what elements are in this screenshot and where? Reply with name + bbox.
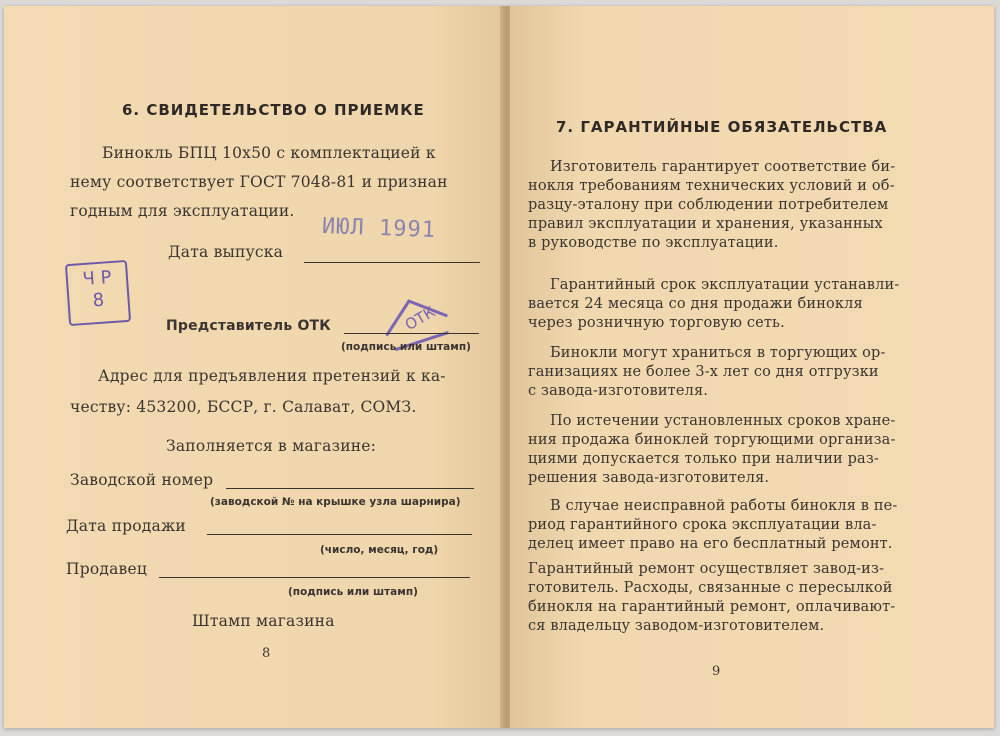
page-number: 8	[262, 646, 271, 661]
sale-date-hint: (число, месяц, год)	[320, 544, 439, 556]
shop-fill-title: Заполняется в магазине:	[166, 437, 377, 455]
release-date-label: Дата выпуска	[168, 243, 284, 261]
address-line: честву: 453200, БССР, г. Салават, СОМЗ.	[70, 398, 417, 416]
paragraph-line: Бинокли могут храниться в торгующих ор-	[550, 345, 886, 361]
inspection-stamp	[65, 260, 131, 326]
warranty-heading: 7. ГАРАНТИЙНЫЕ ОБЯЗАТЕЛЬСТВА	[556, 118, 888, 136]
warranty-paragraph	[528, 344, 928, 401]
body-line: годным для эксплуатации.	[70, 202, 295, 220]
serial-line	[226, 488, 474, 489]
warranty-paragraph	[528, 158, 928, 253]
sale-date-line	[207, 534, 472, 535]
sale-date-label: Дата продажи	[66, 517, 186, 535]
page-number: 9	[712, 664, 721, 679]
date-stamp: ИЮЛ 1991	[321, 214, 437, 243]
otk-label: Представитель ОТК	[166, 318, 331, 334]
seller-hint: (подпись или штамп)	[288, 586, 418, 598]
body-line: нему соответствует ГОСТ 7048-81 и признан	[70, 173, 448, 191]
paragraph-line: ся владельцу заводом-изготовителем.	[528, 618, 825, 634]
paragraph-line: правил эксплуатации и хранения, указанных	[528, 216, 883, 232]
paragraph-line: По истечении установленных сроков хране-	[550, 413, 896, 429]
address-line: Адрес для предъявления претензий к ка-	[98, 367, 446, 385]
paragraph-line: Гарантийный срок эксплуатации устанавли-	[550, 277, 900, 293]
paragraph-line: ния продажа биноклей торгующими организа-	[528, 432, 896, 448]
paragraph-line: нокля требованиям технических условий и об-	[528, 178, 895, 194]
paragraph-line: Гарантийный ремонт осуществляет завод-из-	[528, 561, 885, 577]
otk-stamp-text: ОТК	[401, 302, 439, 335]
right-page	[510, 6, 994, 728]
seller-label: Продавец	[66, 560, 148, 578]
paragraph-line: вается 24 месяца со дня продажи бинокля	[528, 296, 863, 312]
serial-label: Заводской номер	[70, 471, 214, 489]
paragraph-line: готовитель. Расходы, связанные с пересылкой	[528, 580, 893, 596]
stamp-line: 8	[92, 289, 105, 312]
shop-stamp-label: Штамп магазина	[192, 612, 335, 630]
warranty-paragraph	[528, 560, 928, 636]
booklet-spread	[4, 6, 994, 728]
paragraph-line: в руководстве по эксплуатации.	[528, 235, 779, 251]
otk-hint: (подпись или штамп)	[341, 341, 471, 353]
body-line: Бинокль БПЦ 10х50 с комплектацией к	[102, 144, 436, 162]
serial-hint: (заводской № на крышке узла шарнира)	[210, 496, 461, 508]
paragraph-line: разцу-эталону при соблюдении потребителем	[528, 197, 889, 213]
release-date-line	[304, 262, 480, 263]
seller-line	[159, 577, 470, 578]
warranty-paragraph	[528, 497, 928, 554]
warranty-paragraph	[528, 412, 928, 488]
acceptance-heading: 6. СВИДЕТЕЛЬСТВО О ПРИЕМКЕ	[122, 101, 425, 119]
paragraph-line: решения завода-изготовителя.	[528, 470, 770, 486]
paragraph-line: через розничную торговую сеть.	[528, 315, 785, 331]
paragraph-line: делец имеет право на его бесплатный ремонт.	[528, 536, 893, 552]
paragraph-line: ганизациях не более 3-х лет со дня отгрузки	[528, 364, 879, 380]
paragraph-line: циями допускается только при наличии раз-	[528, 451, 879, 467]
stamp-line: Ч Р	[81, 267, 113, 291]
paragraph-line: бинокля на гарантийный ремонт, оплачивают-	[528, 599, 896, 615]
otk-signature-line	[344, 333, 479, 334]
paragraph-line: риод гарантийного срока эксплуатации вла-	[528, 517, 877, 533]
left-page	[4, 6, 504, 728]
warranty-paragraph	[528, 276, 928, 333]
paragraph-line: Изготовитель гарантирует соответствие би-	[550, 159, 896, 175]
paragraph-line: В случае неисправной работы бинокля в пе-	[550, 498, 898, 514]
paragraph-line: с завода-изготовителя.	[528, 383, 708, 399]
